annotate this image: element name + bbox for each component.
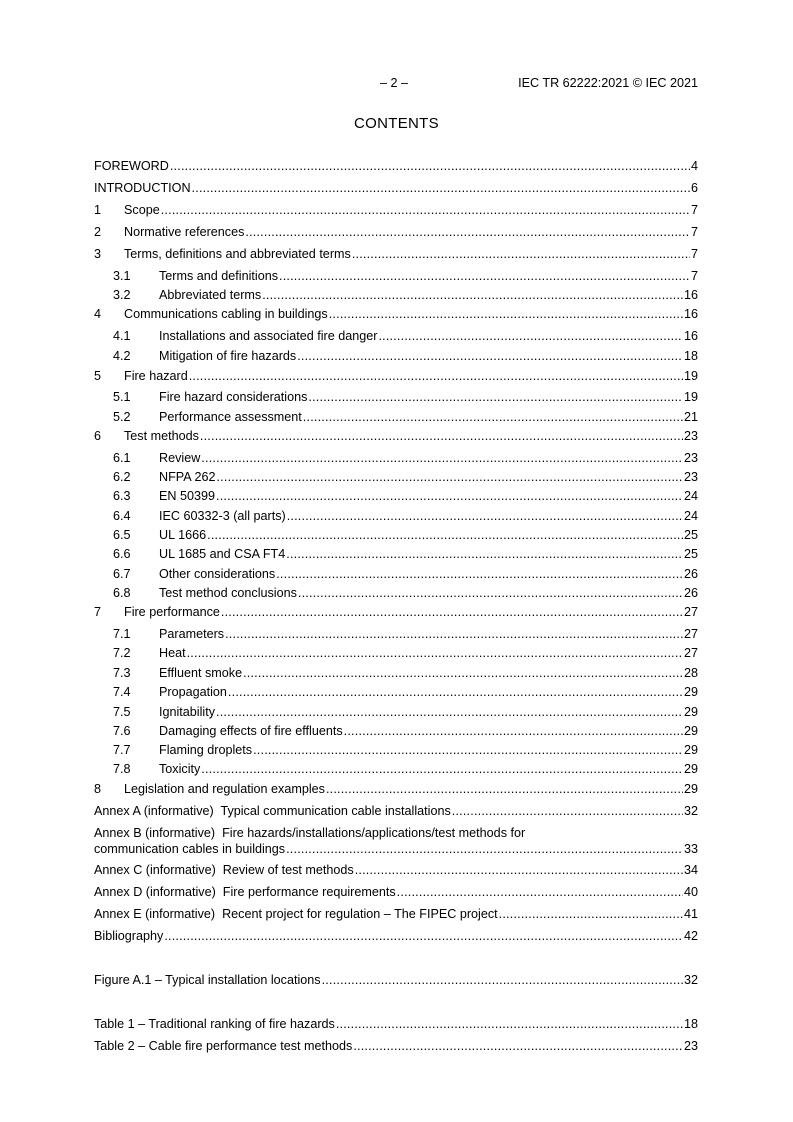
toc-entry-label: Installations and associated fire danger [159, 329, 378, 343]
toc-entry-7-2[interactable] [113, 645, 698, 661]
toc-entry-label: FOREWORD [94, 159, 169, 173]
toc-entry-7-4[interactable] [113, 684, 698, 700]
toc-entry-4[interactable] [94, 306, 698, 322]
toc-entry-annex-d[interactable] [94, 884, 698, 900]
toc-entry-label: Flaming droplets [159, 743, 253, 757]
toc-leader-dots [336, 1016, 683, 1032]
toc-entry-number: 6.3 [113, 489, 131, 503]
toc-leader-dots [221, 604, 683, 620]
toc-entry-annex-a[interactable] [94, 803, 698, 819]
toc-leader-dots [329, 306, 683, 322]
toc-entry-annex-c[interactable] [94, 862, 698, 878]
toc-entry-7-3[interactable] [113, 665, 698, 681]
toc-entry-page: 19 [683, 369, 698, 383]
toc-entry-page: 7 [690, 269, 698, 283]
toc-entry-4-2[interactable] [113, 348, 698, 364]
toc-entry-table-2[interactable] [94, 1038, 698, 1054]
toc-entry-7-8[interactable] [113, 761, 698, 777]
toc-entry-8[interactable] [94, 781, 698, 797]
toc-leader-dots [286, 546, 683, 562]
toc-entry-label: Abbreviated terms [159, 288, 262, 302]
toc-leader-dots [298, 585, 683, 601]
toc-leader-dots [287, 508, 683, 524]
toc-entry-introduction[interactable] [94, 180, 698, 196]
toc-entry-5-2[interactable] [113, 409, 698, 425]
toc-entry-page: 25 [683, 528, 698, 542]
toc-entry-number: 6.7 [113, 567, 131, 581]
toc-leader-dots [253, 742, 683, 758]
toc-entry-label: Test methods [124, 429, 199, 443]
toc-leader-dots [286, 841, 683, 857]
toc-leader-dots [189, 368, 683, 384]
toc-entry-number: 1 [94, 203, 102, 217]
toc-entry-annex-e[interactable] [94, 906, 698, 922]
toc-entry-page: 24 [683, 509, 698, 523]
toc-leader-dots [308, 389, 683, 405]
toc-entry-7-5[interactable] [113, 704, 698, 720]
page-header-number: – 2 – [380, 76, 409, 90]
toc-entry-number: 6.8 [113, 586, 131, 600]
toc-entry-label: Figure A.1 – Typical installation locations [94, 973, 321, 987]
toc-entry-label: NFPA 262 [159, 470, 216, 484]
toc-entry-label: Performance assessment [159, 410, 302, 424]
toc-entry-number: 6.5 [113, 528, 131, 542]
toc-entry-label: Terms, definitions and abbreviated terms [124, 247, 351, 261]
toc-leader-dots [216, 704, 683, 720]
toc-entry-page: 24 [683, 489, 698, 503]
toc-entry-number: 7.2 [113, 646, 131, 660]
toc-entry-number: 6.2 [113, 470, 131, 484]
toc-entry-page: 29 [683, 685, 698, 699]
toc-entry-label: Scope [124, 203, 160, 217]
toc-entry-page: 27 [683, 646, 698, 660]
toc-leader-dots [499, 906, 683, 922]
toc-entry-2[interactable] [94, 224, 698, 240]
toc-entry-6-4[interactable] [113, 508, 698, 524]
toc-entry-label: Test method conclusions [159, 586, 297, 600]
toc-entry-annex-b[interactable] [94, 825, 698, 857]
toc-leader-dots [164, 928, 683, 944]
page-header-document-id: IEC TR 62222:2021 © IEC 2021 [518, 76, 698, 90]
toc-entry-page: 7 [690, 247, 698, 261]
toc-entry-label: Parameters [159, 627, 225, 641]
toc-entry-page: 41 [683, 907, 698, 921]
toc-entry-number: 7.6 [113, 724, 131, 738]
toc-entry-number: 3.1 [113, 269, 131, 283]
toc-entry-page: 18 [683, 1017, 698, 1031]
toc-leader-dots [276, 566, 683, 582]
toc-leader-dots [161, 202, 690, 218]
toc-leader-dots [216, 488, 683, 504]
toc-entry-page: 28 [683, 666, 698, 680]
toc-entry-label: Bibliography [94, 929, 164, 943]
toc-entry-page: 32 [683, 804, 698, 818]
toc-entry-page: 29 [683, 782, 698, 796]
toc-leader-dots [192, 180, 690, 196]
toc-leader-dots [322, 972, 683, 988]
toc-entry-label: Annex E (informative) Recent project for regulation – The FIPEC project [94, 907, 498, 921]
toc-entry-page: 7 [690, 225, 698, 239]
toc-leader-dots [352, 246, 690, 262]
toc-entry-number: 5 [94, 369, 102, 383]
toc-entry-page: 19 [683, 390, 698, 404]
toc-leader-dots [326, 781, 683, 797]
toc-entry-label: UL 1666 [159, 528, 207, 542]
toc-leader-dots [243, 665, 683, 681]
toc-entry-number: 6.4 [113, 509, 131, 523]
toc-entry-5-1[interactable] [113, 389, 698, 405]
toc-entry-1[interactable] [94, 202, 698, 218]
toc-entry-number: 4.1 [113, 329, 131, 343]
toc-entry-7-6[interactable] [113, 723, 698, 739]
toc-entry-6[interactable] [94, 428, 698, 444]
toc-entry-page: 33 [683, 842, 698, 856]
toc-entry-5[interactable] [94, 368, 698, 384]
toc-entry-page: 6 [690, 181, 698, 195]
toc-entry-label: Mitigation of fire hazards [159, 349, 297, 363]
toc-leader-dots [279, 268, 690, 284]
toc-leader-dots [170, 158, 690, 174]
toc-entry-number: 6.6 [113, 547, 131, 561]
toc-entry-page: 29 [683, 724, 698, 738]
toc-entry-label: Other considerations [159, 567, 276, 581]
toc-leader-dots [201, 450, 683, 466]
toc-entry-label: Effluent smoke [159, 666, 243, 680]
toc-entry-label: Annex C (informative) Review of test methods [94, 863, 354, 877]
toc-entry-page: 7 [690, 203, 698, 217]
toc-entry-label: Annex D (informative) Fire performance requirements [94, 885, 396, 899]
toc-entry-number: 8 [94, 782, 102, 796]
toc-entry-6-8[interactable] [113, 585, 698, 601]
toc-leader-dots [216, 469, 683, 485]
toc-entry-label: UL 1685 and CSA FT4 [159, 547, 286, 561]
toc-entry-number: 4.2 [113, 349, 131, 363]
toc-leader-dots [245, 224, 690, 240]
toc-leader-dots [228, 684, 683, 700]
toc-entry-number: 5.1 [113, 390, 131, 404]
page-title: CONTENTS [354, 115, 439, 132]
toc-entry-4-1[interactable] [113, 328, 698, 344]
toc-entry-page: 29 [683, 705, 698, 719]
toc-entry-label: Communications cabling in buildings [124, 307, 328, 321]
toc-entry-page: 18 [683, 349, 698, 363]
toc-entry-7-1[interactable] [113, 626, 698, 642]
toc-entry-6-2[interactable] [113, 469, 698, 485]
toc-entry-7[interactable] [94, 604, 698, 620]
toc-entry-page: 40 [683, 885, 698, 899]
toc-entry-page: 23 [683, 429, 698, 443]
toc-entry-page: 21 [683, 410, 698, 424]
toc-entry-page: 29 [683, 762, 698, 776]
toc-entry-3-2[interactable] [113, 287, 698, 303]
toc-entry-page: 25 [683, 547, 698, 561]
toc-entry-page: 4 [690, 159, 698, 173]
toc-leader-dots [200, 428, 683, 444]
toc-entry-number: 7.7 [113, 743, 131, 757]
toc-leader-dots [187, 645, 683, 661]
toc-entry-page: 23 [683, 470, 698, 484]
toc-entry-page: 16 [683, 329, 698, 343]
toc-entry-label: Propagation [159, 685, 227, 699]
toc-entry-page: 27 [683, 627, 698, 641]
toc-entry-label: Legislation and regulation examples [124, 782, 325, 796]
toc-entry-label: IEC 60332-3 (all parts) [159, 509, 286, 523]
toc-entry-label: Ignitability [159, 705, 216, 719]
toc-leader-dots [207, 527, 683, 543]
toc-entry-label: Table 1 – Traditional ranking of fire hazards [94, 1017, 335, 1031]
toc-entry-number: 3 [94, 247, 102, 261]
toc-entry-number: 6 [94, 429, 102, 443]
toc-entry-label: Heat [159, 646, 186, 660]
toc-leader-dots [225, 626, 683, 642]
toc-entry-6-6[interactable] [113, 546, 698, 562]
toc-entry-page: 23 [683, 451, 698, 465]
toc-entry-page: 32 [683, 973, 698, 987]
toc-entry-number: 4 [94, 307, 102, 321]
toc-leader-dots [355, 862, 683, 878]
toc-entry-page: 16 [683, 307, 698, 321]
toc-entry-6-3[interactable] [113, 488, 698, 504]
toc-entry-number: 2 [94, 225, 102, 239]
toc-entry-number: 3.2 [113, 288, 131, 302]
toc-entry-label: Damaging effects of fire effluents [159, 724, 343, 738]
toc-entry-6-7[interactable] [113, 566, 698, 582]
toc-leader-dots [344, 723, 683, 739]
toc-entry-6-1[interactable] [113, 450, 698, 466]
toc-entry-foreword[interactable] [94, 158, 698, 174]
toc-leader-dots [452, 803, 683, 819]
toc-entry-label: Terms and definitions [159, 269, 279, 283]
toc-entry-label: Normative references [124, 225, 245, 239]
toc-entry-number: 6.1 [113, 451, 131, 465]
toc-entry-page: 42 [683, 929, 698, 943]
toc-leader-dots [262, 287, 683, 303]
toc-entry-3[interactable] [94, 246, 698, 262]
toc-entry-number: 7.5 [113, 705, 131, 719]
toc-entry-label-line2: communication cables in buildings [94, 842, 286, 856]
toc-entry-label: Annex A (informative) Typical communication cable installations [94, 804, 451, 818]
toc-leader-dots [397, 884, 683, 900]
toc-entry-number: 5.2 [113, 410, 131, 424]
toc-entry-label: Fire performance [124, 605, 220, 619]
toc-entry-label: Fire hazard considerations [159, 390, 308, 404]
toc-entry-number: 7 [94, 605, 102, 619]
toc-entry-label-line1: Annex B (informative) Fire hazards/installations/applications/test methods for [94, 826, 526, 840]
toc-leader-dots [201, 761, 683, 777]
toc-entry-bibliography[interactable] [94, 928, 698, 944]
toc-leader-dots [378, 328, 683, 344]
toc-entry-page: 27 [683, 605, 698, 619]
toc-entry-6-5[interactable] [113, 527, 698, 543]
toc-entry-page: 26 [683, 586, 698, 600]
toc-entry-label: EN 50399 [159, 489, 216, 503]
toc-entry-label: Review [159, 451, 201, 465]
toc-entry-7-7[interactable] [113, 742, 698, 758]
toc-entry-number: 7.1 [113, 627, 131, 641]
toc-entry-number: 7.3 [113, 666, 131, 680]
toc-entry-figure-a1[interactable] [94, 972, 698, 988]
toc-entry-page: 34 [683, 863, 698, 877]
toc-entry-label: Table 2 – Cable fire performance test methods [94, 1039, 353, 1053]
toc-leader-dots [297, 348, 683, 364]
toc-entry-page: 16 [683, 288, 698, 302]
toc-entry-label: Fire hazard [124, 369, 188, 383]
toc-entry-page: 29 [683, 743, 698, 757]
toc-leader-dots [353, 1038, 683, 1054]
toc-entry-page: 23 [683, 1039, 698, 1053]
toc-entry-page: 26 [683, 567, 698, 581]
toc-entry-3-1[interactable] [113, 268, 698, 284]
toc-entry-label: Toxicity [159, 762, 201, 776]
toc-leader-dots [303, 409, 683, 425]
toc-entry-number: 7.8 [113, 762, 131, 776]
toc-entry-table-1[interactable] [94, 1016, 698, 1032]
toc-entry-label: INTRODUCTION [94, 181, 191, 195]
toc-entry-number: 7.4 [113, 685, 131, 699]
